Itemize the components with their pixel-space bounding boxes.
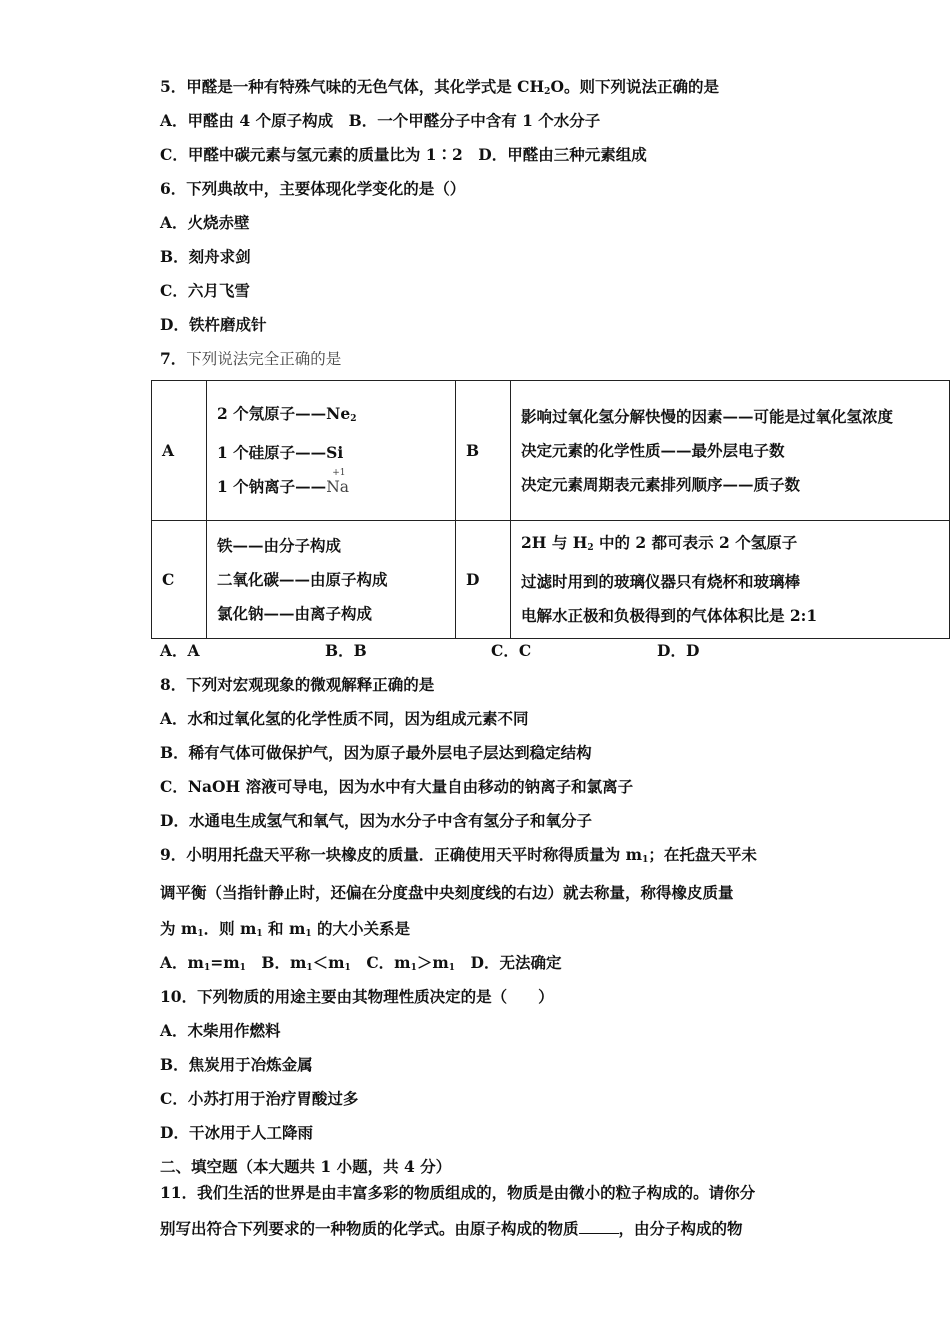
q9-line3: 为 $m_1$．则 $m_1$ 和 $m_1$ 的大小关系是 xyxy=(160,919,411,939)
q7-choice-b: B．B xyxy=(325,641,367,660)
q7-cell-label-d: D xyxy=(456,521,511,639)
q7-c-line3: 氯化钠——由离子构成 xyxy=(217,603,373,623)
q11-line2: 别写出符合下列要求的一种物质的化学式。由原子构成的物质 ，由分子构成的物 xyxy=(160,1219,743,1238)
q10-option-b: B．焦炭用于冶炼金属 xyxy=(160,1055,313,1074)
q7-cell-label-c: C xyxy=(152,521,207,639)
q8-option-d: D．水通电生成氢气和氧气，因为水分子中含有氢分子和氧分子 xyxy=(160,811,592,830)
q7-c-line2: 二氧化碳——由原子构成 xyxy=(217,569,388,589)
q8-option-b: B．稀有气体可做保护气，因为原子最外层电子层达到稳定结构 xyxy=(160,743,592,762)
q10-option-d: D．干冰用于人工降雨 xyxy=(160,1123,313,1142)
q7-choice-d: D．D xyxy=(657,641,700,660)
q7-cell-c xyxy=(207,521,456,639)
q7-cell-d xyxy=(511,521,950,639)
q10-option-a: A．木柴用作燃料 xyxy=(160,1021,281,1040)
q7-cell-b xyxy=(511,381,950,521)
q6-option-b: B．刻舟求剑 xyxy=(160,247,251,266)
q7-d-line1: 2H 与 $H_2$ 中的 2 都可表示 2 个氢原子 xyxy=(521,533,798,553)
q11-line1: 11．我们生活的世界是由丰富多彩的物质组成的，物质是由微小的粒子构成的。请你分 xyxy=(160,1183,756,1202)
q7-a-line1: 2 个氖原子$——Ne_2$ xyxy=(217,404,357,424)
answer-blank[interactable] xyxy=(579,1219,619,1234)
section-heading: 二、填空题（本大题共 1 小题，共 4 分） xyxy=(160,1157,452,1176)
q8-option-c: C．NaOH 溶液可导电，因为水中有大量自由移动的钠离子和氯离子 xyxy=(160,777,634,796)
q7-c-line1: 铁——由分子构成 xyxy=(217,535,342,555)
q10-option-c: C．小苏打用于治疗胃酸过多 xyxy=(160,1089,359,1108)
q7-choice-a: A．A xyxy=(160,641,200,660)
q7-cell-a xyxy=(207,381,456,521)
q7-cell-label-a: A xyxy=(152,381,207,521)
q7-b-line1: 影响过氧化氢分解快慢的因素——可能是过氧化氢浓度 xyxy=(521,406,894,426)
q9-options: A．$m_1=m_1$ B．$m_1<m_1$ C．$m_1>m_1$ D．无法确定 xyxy=(160,953,562,973)
q7-a-line3: 1 个钠离子—— +1 Na xyxy=(217,468,349,496)
q7-d-line3: 电解水正极和负极得到的气体体积比是 2:1 xyxy=(521,606,818,625)
q10-stem: 10．下列物质的用途主要由其物理性质决定的是（ ） xyxy=(160,987,554,1006)
q6-option-d: D．铁杵磨成针 xyxy=(160,315,267,334)
q5-stem: 5．甲醛是一种有特殊气味的无色气体，其化学式是 $CH_2O$。则下列说法正确的是 xyxy=(160,77,719,97)
q7-b-line2: 决定元素的化学性质——最外层电子数 xyxy=(521,440,785,460)
q7-a-line2: 1 个硅原子——Si xyxy=(217,443,344,462)
q6-stem: 6．下列典故中，主要体现化学变化的是（） xyxy=(160,179,466,198)
q7-choice-c: C．C xyxy=(491,641,532,660)
q7-table xyxy=(151,380,950,639)
q7-cell-label-b: B xyxy=(456,381,511,521)
q5-options-ab: A．甲醛由 4 个原子构成 B．一个甲醛分子中含有 1 个水分子 xyxy=(160,111,601,130)
sodium-ion-symbol: +1 Na xyxy=(326,468,349,496)
q7-stem: 7．下列说法完全正确的是 xyxy=(160,349,342,368)
q9-line1: 9．小明用托盘天平称一块橡皮的质量．正确使用天平时称得质量为 $m_1$；在托盘天平未 xyxy=(160,845,757,865)
q7-d-line2: 过滤时用到的玻璃仪器只有烧杯和玻璃棒 xyxy=(521,572,801,591)
q7-b-line3: 决定元素周期表元素排列顺序——质子数 xyxy=(521,474,801,494)
q5-options-cd: C．甲醛中碳元素与氢元素的质量比为 1∶2 D．甲醛由三种元素组成 xyxy=(160,145,647,164)
q6-option-c: C．六月飞雪 xyxy=(160,281,250,300)
q8-option-a: A．水和过氧化氢的化学性质不同，因为组成元素不同 xyxy=(160,709,529,728)
q9-line2: 调平衡（当指针静止时，还偏在分度盘中央刻度线的右边）就去称量，称得橡皮质量 xyxy=(160,883,734,902)
q8-stem: 8．下列对宏观现象的微观解释正确的是 xyxy=(160,675,435,694)
q6-option-a: A．火烧赤壁 xyxy=(160,213,250,232)
